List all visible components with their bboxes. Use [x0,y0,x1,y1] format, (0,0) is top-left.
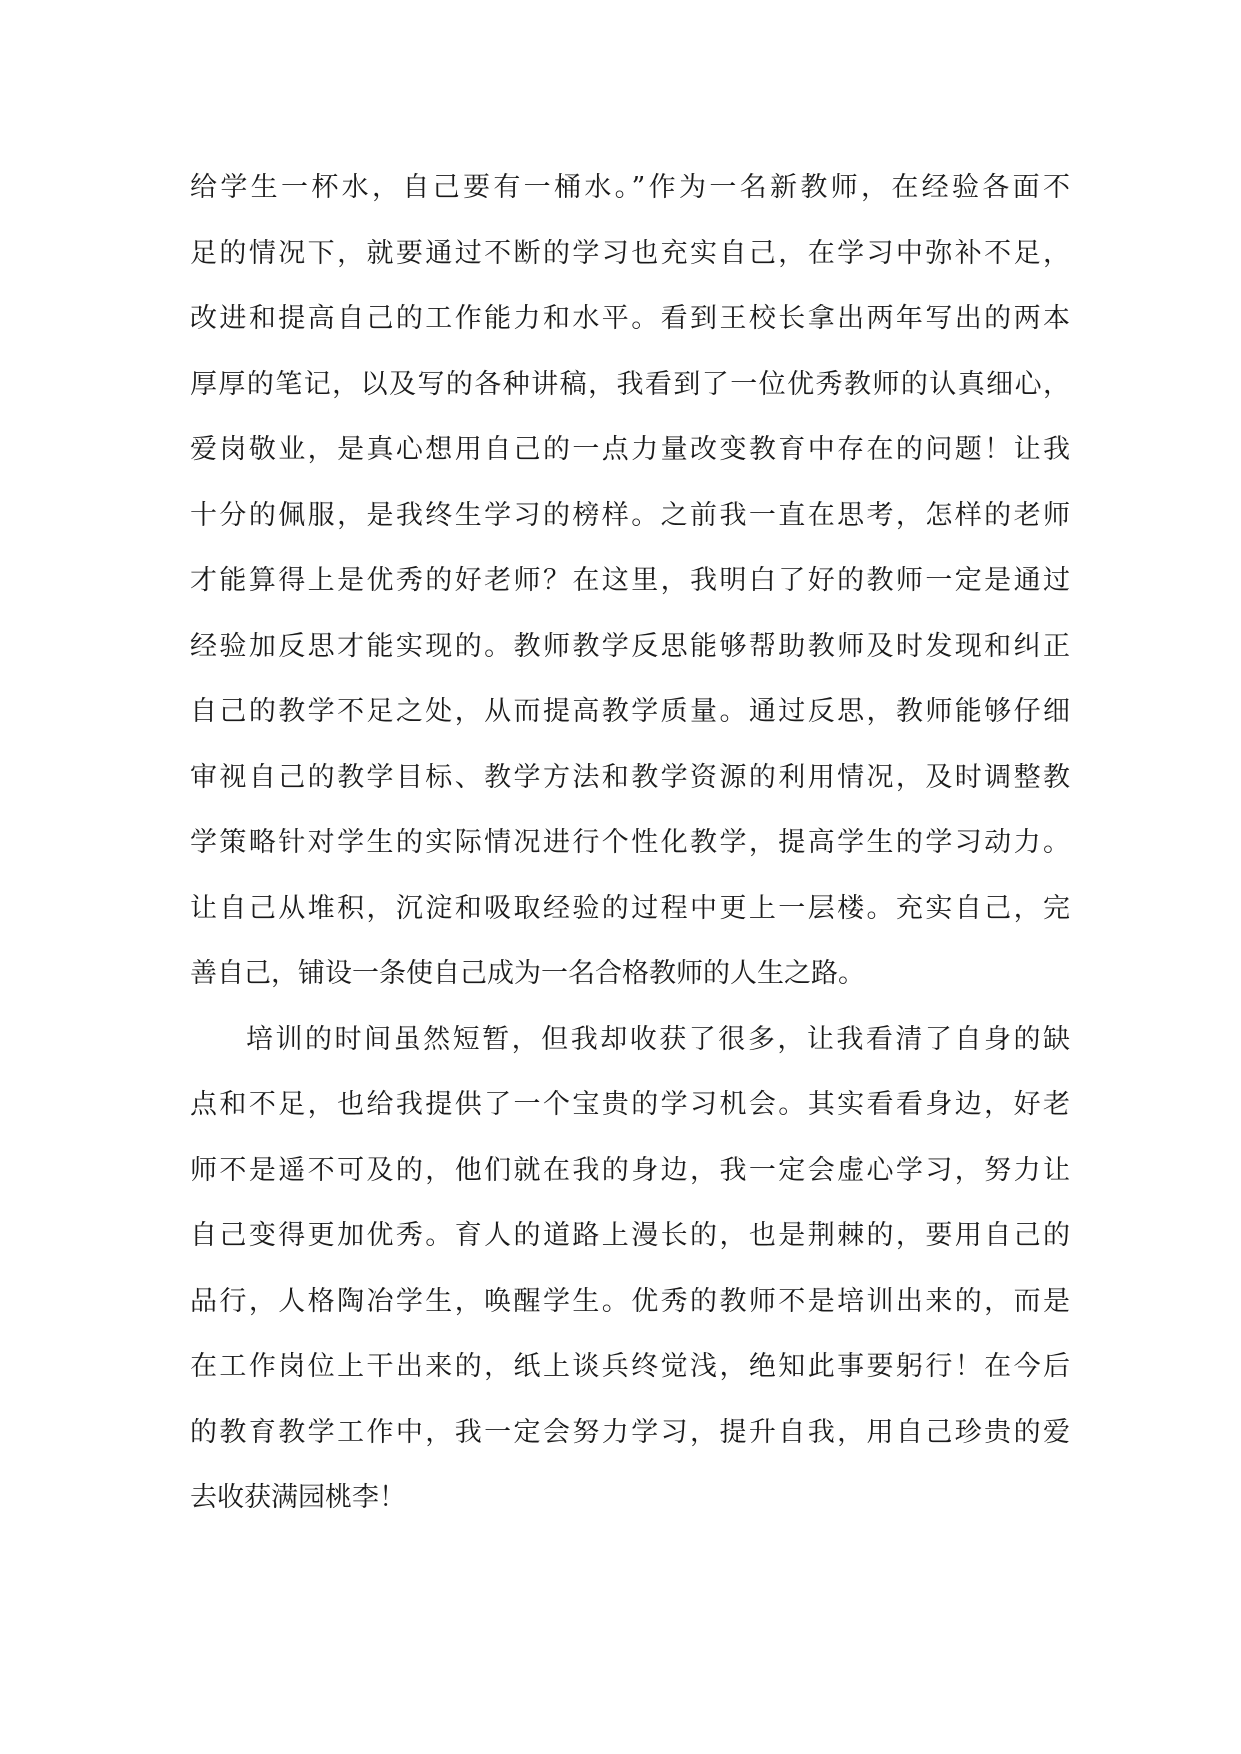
text-line: 的教育教学工作中，我一定会努力学习，提升自我，用自己珍贵的爱 [190,1416,1070,1448]
text-line: 品行，人格陶冶学生，唤醒学生。优秀的教师不是培训出来的，而是 [190,1285,1070,1317]
text-line: 改进和提高自己的工作能力和水平。看到王校长拿出两年写出的两本 [190,303,1070,334]
text-line: 师不是遥不可及的，他们就在我的身边，我一定会虚心学习，努力让 [190,1154,1070,1186]
text-line: 自己的教学不足之处，从而提高教学质量。通过反思，教师能够仔细 [190,696,1070,727]
text-line: 学策略针对学生的实际情况进行个性化教学，提高学生的学习动力。 [190,827,1070,858]
text-line: 足的情况下，就要通过不断的学习也充实自己，在学习中弥补不足， [190,237,1070,269]
text-line: 审视自己的教学目标、教学方法和教学资源的利用情况，及时调整教 [190,761,1070,793]
text-line: 十分的佩服，是我终生学习的榜样。之前我一直在思考，怎样的老师 [190,499,1070,531]
text-line: 经验加反思才能实现的。教师教学反思能够帮助教师及时发现和纠正 [190,630,1070,662]
text-line: 去收获满园桃李！ [190,1482,406,1513]
text-line: 点和不足，也给我提供了一个宝贵的学习机会。其实看看身边，好老 [190,1089,1070,1120]
text-line: 厚厚的笔记，以及写的各种讲稿，我看到了一位优秀教师的认真细心， [190,368,1070,400]
text-line: 培训的时间虽然短暂，但我却收获了很多，让我看清了自身的缺 [246,1023,1070,1055]
text-line: 在工作岗位上干出来的，纸上谈兵终觉浅，绝知此事要躬行！在今后 [190,1351,1070,1382]
text-line: 爱岗敬业，是真心想用自己的一点力量改变教育中存在的问题！让我 [190,434,1070,465]
body-text [190,155,1070,1531]
text-line: 善自己，铺设一条使自己成为一名合格教师的人生之路。 [190,958,865,989]
text-line: 才能算得上是优秀的好老师？在这里，我明白了好的教师一定是通过 [190,565,1070,596]
text-line: 给学生一杯水，自己要有一桶水。”作为一名新教师，在经验各面不 [190,172,1070,203]
text-line: 让自己从堆积，沉淀和吸取经验的过程中更上一层楼。充实自己，完 [190,892,1070,924]
text-line: 自己变得更加优秀。育人的道路上漫长的，也是荆棘的，要用自己的 [190,1220,1070,1251]
